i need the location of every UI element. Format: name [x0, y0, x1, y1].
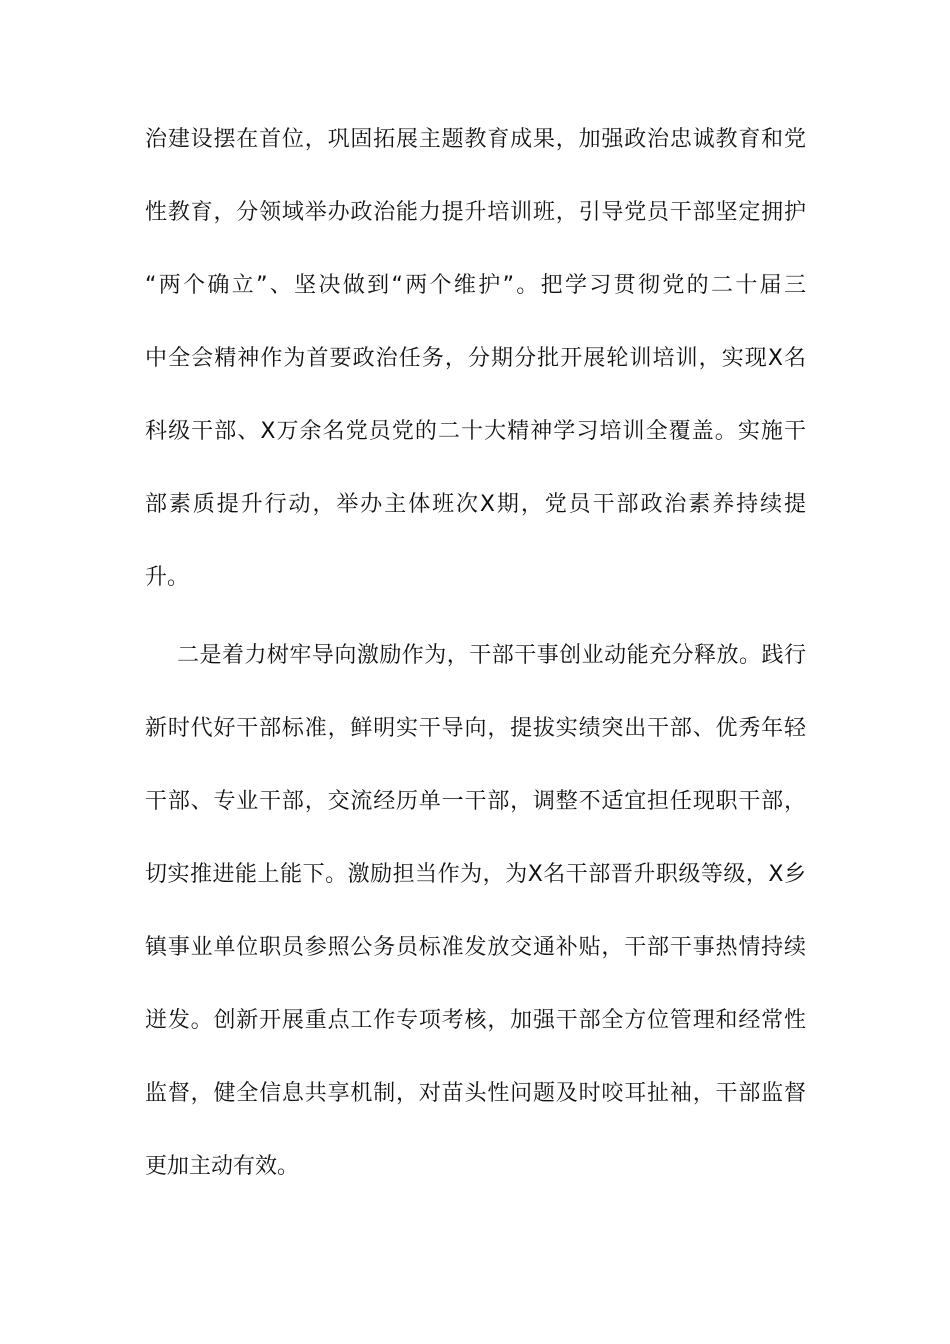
text-line: 性教育，分领域举办政治能力提升培训班，引导党员干部坚定拥护 — [145, 200, 806, 225]
text-line: 科级干部、X万余名党员党的二十大精神学习培训全覆盖。实施干 — [145, 419, 806, 444]
text-line: 干部、专业干部，交流经历单一干部，调整不适宜担任现职干部， — [145, 789, 806, 814]
text-line: 更加主动有效。 — [145, 1154, 300, 1179]
text-line: 部素质提升行动，举办主体班次X期，党员干部政治素养持续提 — [145, 492, 806, 517]
text-line: 迸发。创新开展重点工作专项考核，加强干部全方位管理和经常性 — [145, 1008, 806, 1033]
text-line: 治建设摆在首位，巩固拓展主题教育成果，加强政治忠诚教育和党 — [145, 127, 806, 152]
text-line: 升。 — [145, 565, 190, 590]
text-line: 监督，健全信息共享机制，对苗头性问题及时咬耳扯袖，干部监督 — [145, 1081, 806, 1106]
text-line: 新时代好干部标准，鲜明实干导向，提拔实绩突出干部、优秀年轻 — [145, 716, 806, 741]
text-line: 二是着力树牢导向激励作为，干部干事创业动能充分释放。践行 — [177, 643, 806, 668]
text-line: 切实推进能上能下。激励担当作为，为X名干部晋升职级等级，X乡 — [145, 862, 806, 887]
text-line: 中全会精神作为首要政治任务，分期分批开展轮训培训，实现X名 — [145, 346, 806, 371]
text-line: 镇事业单位职员参照公务员标准发放交通补贴，干部干事热情持续 — [145, 935, 806, 960]
text-line: “两个确立”、坚决做到“两个维护”。把学习贯彻党的二十届三 — [145, 273, 806, 298]
